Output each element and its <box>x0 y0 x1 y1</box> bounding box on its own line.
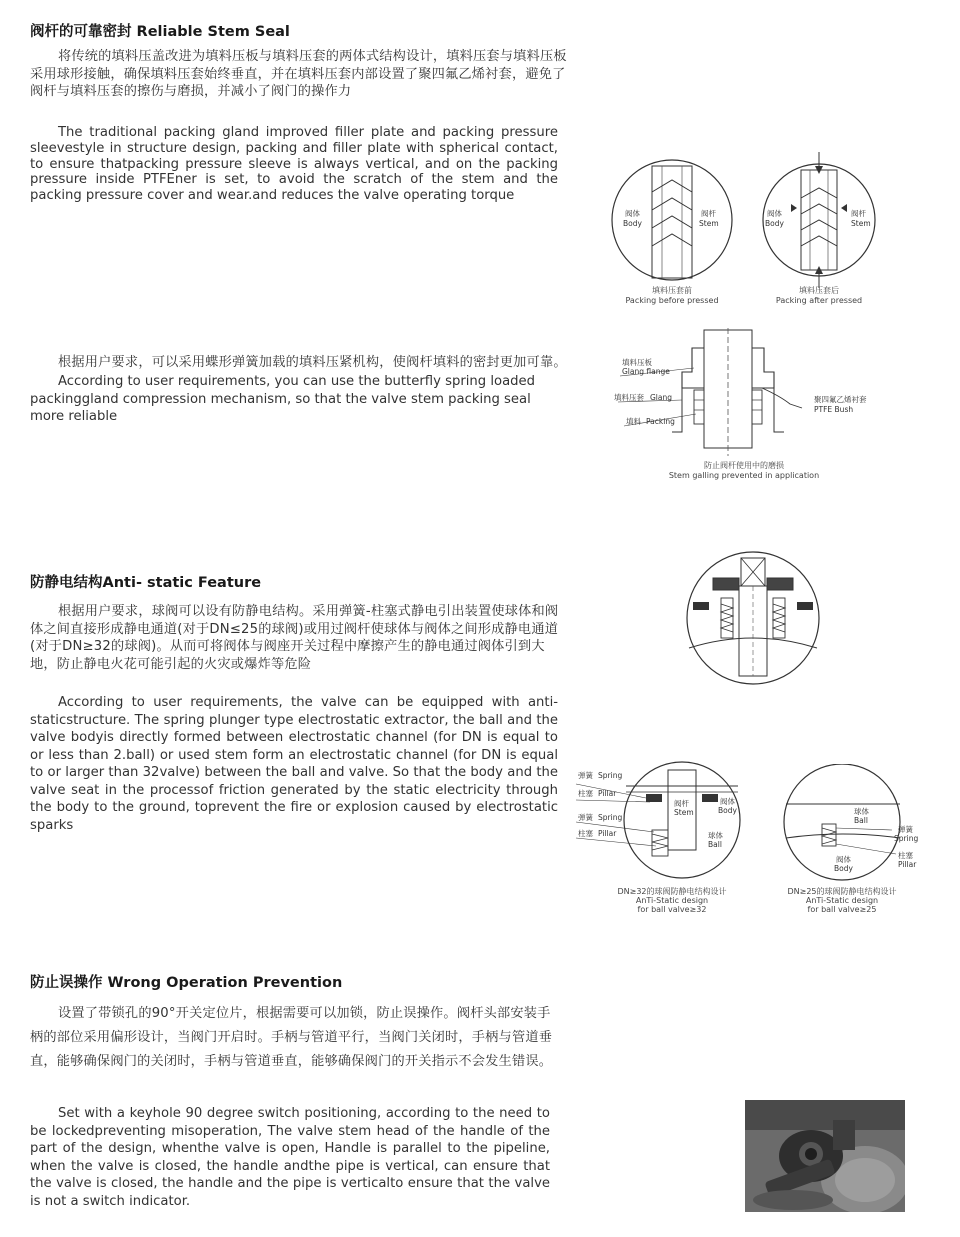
stem-seal-en-paragraph-2: According to user requirements, you can use the butterfly spring loaded packinggland compression mechanism, so that the valve stem packing seal more reliable <box>30 374 536 424</box>
fig1-after-zh: 填料压套后 <box>799 286 839 295</box>
wrong-op-zh-paragraph: 设置了带锁孔的90°开关定位片，根据需要可以加锁，防止误操作。阀杆头部安装手柄的部位采用偏形设计，当阀门开启时。手柄与管道平行，当阀门关闭时，手柄与管道垂直，能够确保阀门的关闭时，手柄与管道垂直，能够确保阀门的开关指示不会发生错误。 <box>30 1006 553 1069</box>
fig2-glang-en: Glang <box>650 393 673 402</box>
stem-seal-zh-paragraph-2: 根据用户要求，可以采用蝶形弹簧加载的填料压紧机构，使阀杆填料的密封更加可靠。 <box>58 355 567 370</box>
fig4-spring-en: Spring <box>894 834 919 843</box>
fig3-ball-en: Ball <box>708 840 722 849</box>
fig3-cap2: AnTi-Static design <box>635 896 709 905</box>
fig1b-body-en: Body <box>765 219 784 228</box>
fig1b-stem-en: Stem <box>851 219 871 228</box>
fig2-packing-en: Packing <box>646 417 675 426</box>
packing-pressed-figure <box>605 152 880 312</box>
fig3-pillar2-en: Pillar <box>598 829 617 838</box>
fig3-spring-en: Spring <box>598 771 623 780</box>
anti-static-zh-paragraph: 根据用户要求，球阀可以设有防静电结构。采用弹簧-柱塞式静电引出装置使球体和阀体之间直接形成静电通道(对于DN≤25的球阀)或用过阀杆使球体与阀体之间形成静电通道(对于DN≥32的球阀)。从而可将阀体与阀座开关过程中摩擦产生的静电通过阀体引到大地，防止静电火花可能引起的火灾或爆炸等危险 <box>30 604 559 672</box>
fig4-cap3: for ball valve≥25 <box>807 905 877 914</box>
valve-handle-photo <box>745 1100 905 1212</box>
fig1-stem-en: Stem <box>699 219 719 228</box>
anti-static-dn32-figure <box>574 760 764 920</box>
fig3-body-en: Body <box>718 806 737 815</box>
stem-seal-zh-paragraph-1: 将传统的填料压盖改进为填料压板与填料压套的两体式结构设计，填料压套与填料压板采用球形接触，确保填料压套始终垂直，并在填料压套内部设置了聚四氟乙烯衬套，避免了阀杆与填料压套的擦伤与磨损，并减小了阀门的操作力 <box>30 49 567 99</box>
fig2-glang-zh: 填料压套 <box>614 393 644 402</box>
fig3-body-zh: 阀体 <box>720 797 735 806</box>
fig3-pillar-zh: 柱塞 <box>578 789 593 798</box>
fig3-stem-en: Stem <box>674 808 694 817</box>
fig2-ptfe-en: PTFE Bush <box>814 405 854 414</box>
fig4-pillar-zh: 柱塞 <box>898 851 913 860</box>
fig1-stem-zh: 阀杆 <box>701 209 716 218</box>
fig4-cap1: DN≥25的球阀防静电结构设计 <box>787 887 897 896</box>
wrong-op-en-paragraph: Set with a keyhole 90 degree switch positioning, according to the need to be lockedpreventing misoperation, The valve stem head of the handle of the part of the design, whenthe valve is open, Handle is parallel to the pipeline, when the valve is closed, the handle andthe pipe is vertical, can ensure that the valve is closed, the handle and the pipe is verticalto ensure that the valve is not a switch indicator. <box>30 1106 550 1209</box>
fig2-cap-en: Stem galling prevented in application <box>668 471 820 480</box>
fig2-flange-zh: 填料压板 <box>622 358 652 367</box>
gland-flange-figure <box>612 328 882 486</box>
anti-static-dn25-figure <box>770 764 930 920</box>
fig3-spring-zh: 弹簧 <box>578 771 593 780</box>
fig4-cap2: AnTi-Static design <box>805 896 879 905</box>
section-title-anti-static: 防静电结构Anti- static Feature <box>30 575 262 591</box>
fig2-cap-zh: 防止阀杆使用中的磨损 <box>704 461 784 470</box>
fig3-cap3: for ball valve≥32 <box>637 905 707 914</box>
fig1b-body-zh: 阀体 <box>767 209 782 218</box>
section-title-wrong-operation: 防止误操作 Wrong Operation Prevention <box>30 975 343 991</box>
fig2-ptfe-zh: 聚四氟乙烯衬套 <box>814 395 867 404</box>
fig3-spring2-zh: 弹簧 <box>578 813 593 822</box>
fig1-after-en: Packing after pressed <box>775 296 863 305</box>
fig3-pillar-en: Pillar <box>598 789 617 798</box>
fig1-body-en: Body <box>623 219 642 228</box>
anti-static-detail-figure <box>683 548 823 688</box>
fig1-body-zh: 阀体 <box>625 209 640 218</box>
anti-static-en-paragraph: According to user requirements, the valve can be equipped with anti-staticstructure. The spring plunger type electrostatic extractor, the ball and the valve bodyis directly formed between electrostatic channel (for DN is equal to or less than 2.ball) or used stem form an electrostatic channel (for DN is equal to or larger than 32valve) between the ball and valve. So that the body and the valve seat in the processof friction generated by the static electricity through the body to the ground, toprevent the fire or explosion caused by electrostatic sparks <box>30 695 558 833</box>
fig4-body-zh: 阀体 <box>836 855 851 864</box>
fig3-ball-zh: 球体 <box>708 831 723 840</box>
fig2-flange-en: Glang flange <box>622 367 670 376</box>
section-title-stem-seal: 阀杆的可靠密封 Reliable Stem Seal <box>30 24 290 40</box>
fig3-spring2-en: Spring <box>598 813 623 822</box>
fig4-pillar-en: Pillar <box>898 860 917 869</box>
fig4-spring-zh: 弹簧 <box>898 825 913 834</box>
stem-seal-en-paragraph-1: The traditional packing gland improved filler plate and packing pressure sleevestyle in structure design, packing and filler plate with spherical contact, to ensure thatpacking pressure sleeve is always vertical, and on the packing pressure inside PTFEner is set, to avoid the scratch of the stem and the packing pressure cover and wear.and reduces the valve operating torque <box>30 125 558 204</box>
fig2-packing-zh: 填料 <box>626 417 641 426</box>
fig4-ball-en: Ball <box>854 816 868 825</box>
fig3-cap1: DN≥32的球阀防静电结构设计 <box>617 887 727 896</box>
fig4-ball-zh: 球体 <box>854 807 869 816</box>
fig1-before-zh: 填料压套前 <box>652 286 692 295</box>
fig1-before-en: Packing before pressed <box>625 296 719 305</box>
fig4-body-en: Body <box>834 864 853 873</box>
fig3-stem-zh: 阀杆 <box>674 799 689 808</box>
fig1b-stem-zh: 阀杆 <box>851 209 866 218</box>
fig3-pillar2-zh: 柱塞 <box>578 829 593 838</box>
